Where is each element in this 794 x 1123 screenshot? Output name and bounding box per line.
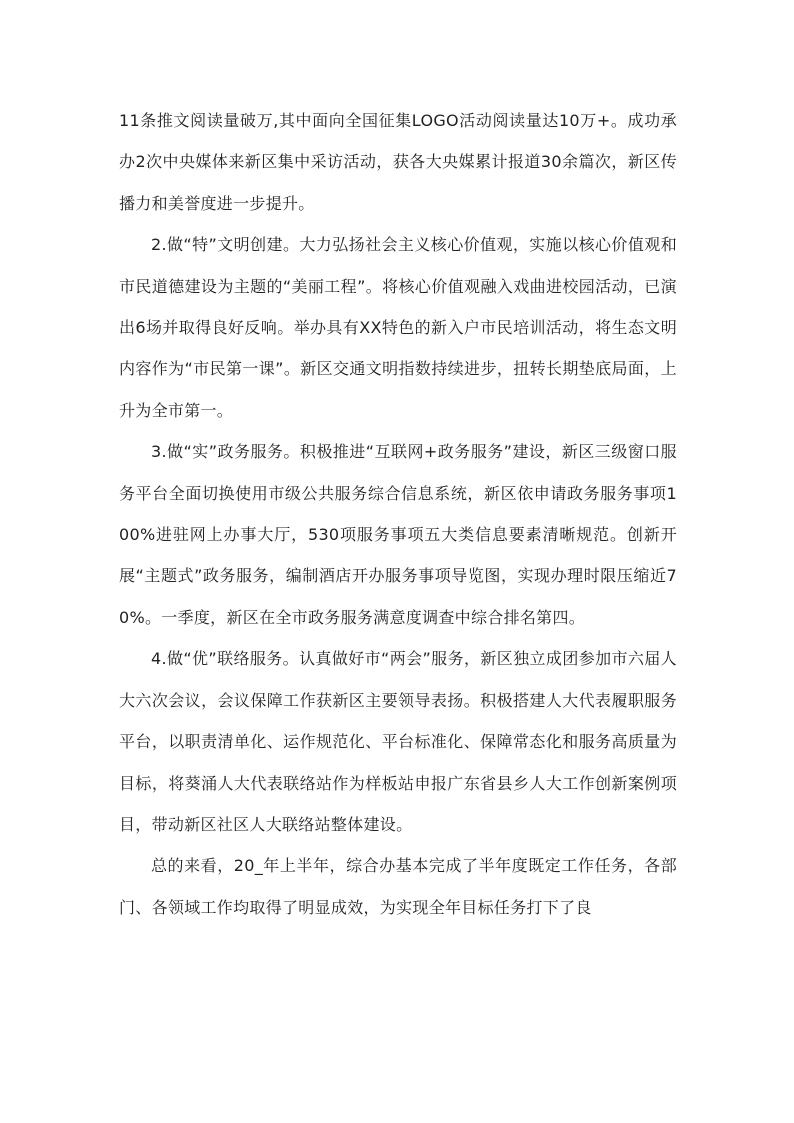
paragraph-summary: 总的来看，20_年上半年，综合办基本完成了半年度既定工作任务，各部门、各领域工作均取得了明显成效，为实现全年目标任务打下了良 [119,856,677,917]
document-body [119,100,677,928]
paragraph-liaison-services: 4.做“优”联络服务。认真做好市“两会”服务，新区独立成团参加市六届人大六次会议，会议保障工作获新区主要领导表扬。积极搭建人大代表履职服务平台，以职责清单化、运作规范化、平台标准化、保障常态化和服务高质量为目标，将葵涌人大代表联络站作为样板站申报广东省县乡人大工作创新案例项目，带动新区社区人大联络站整体建设。 [119,649,677,834]
paragraph-civilization-building: 2.做“特”文明创建。大力弘扬社会主义核心价值观，实施以核心价值观和市民道德建设为主题的“美丽工程”。将核心价值观融入戏曲进校园活动，已演出6场并取得良好反响。举办具有XX特色的新入户市民培训活动，将生态文明内容作为“市民第一课”。新区交通文明指数持续进步，扭转长期垫底局面，上升为全市第一。 [119,235,677,420]
paragraph-government-services: 3.做“实”政务服务。积极推进“互联网+政务服务”建设，新区三级窗口服务平台全面切换使用市级公共服务综合信息系统，新区依申请政务服务事项100%进驻网上办事大厅，530项服务事项五大类信息要素清晰规范。创新开展“主题式”政务服务，编制酒店开办服务事项导览图，实现办理时限压缩近70%。一季度，新区在全市政务服务满意度调查中综合排名第四。 [119,442,677,627]
paragraph-publicity-results: 11条推文阅读量破万,其中面向全国征集LOGO活动阅读量达10万+。成功承办2次中央媒体来新区集中采访活动，获各大央媒累计报道30余篇次，新区传播力和美誉度进一步提升。 [119,111,677,213]
